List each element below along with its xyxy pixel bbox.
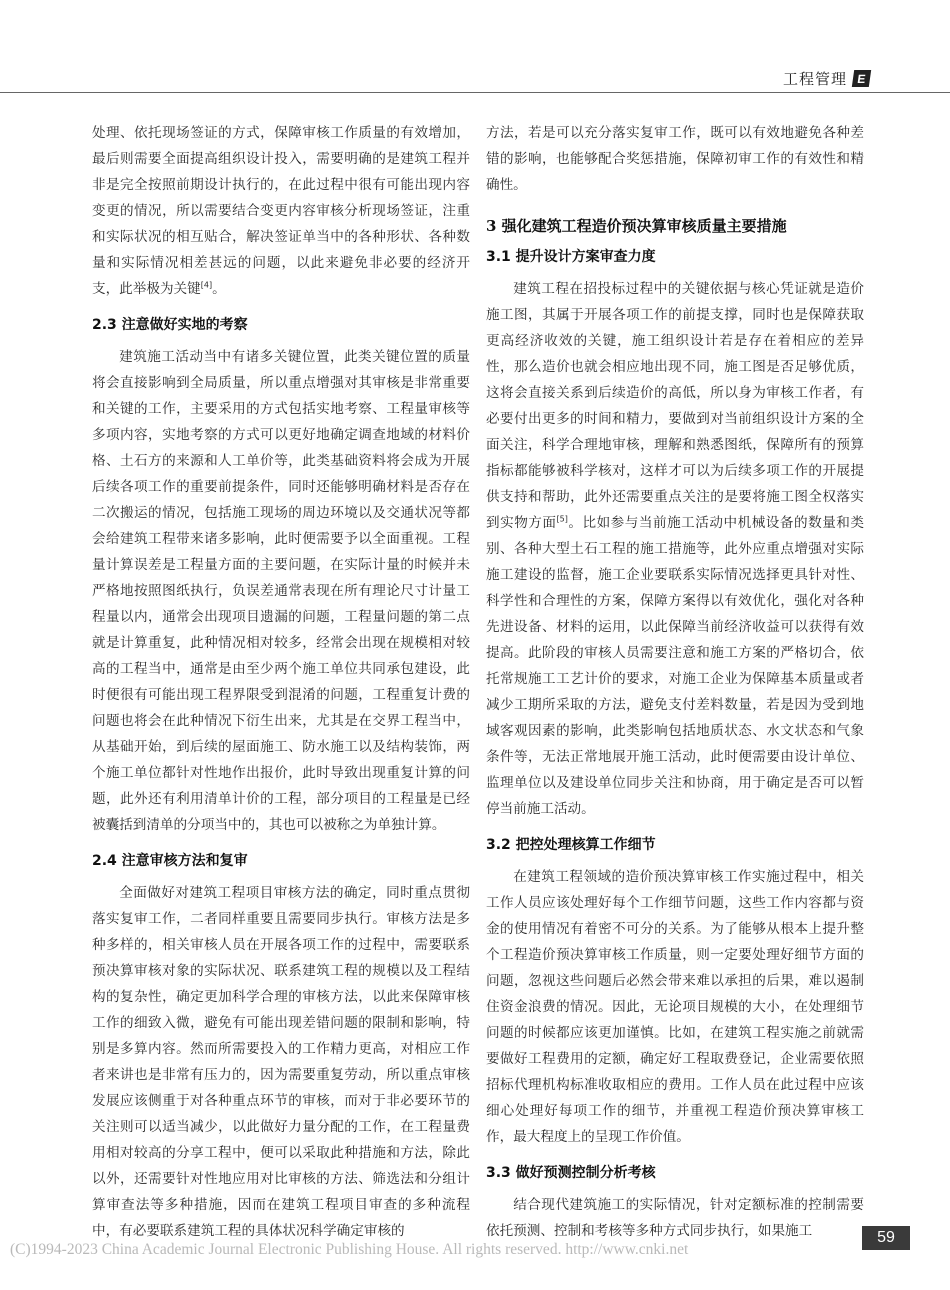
paragraph: 建筑工程在招投标过程中的关键依据与核心凭证就是造价施工图，其属于开展各项工作的前提支撑，同时也是保障获取更高经济收效的关键，施工组织设计若是存在着相应的差异性，那么造价也就会相应地出现不同，施工图是否足够优质，这将会直接关系到后续造价的高低，所以身为审核工作者，有必要付出更多的时间和精力，要做到对当前组织设计方案的全面关注，科学合理地审核，理解和熟悉图纸，保障所有的预算指标都能够被科学核对，这样才可以为后续多项工作的开展提供支持和帮助，此外还需要重点关注的是要将施工图全权落实到实物方面[5]。比如参与当前施工活动中机械设备的数量和类别、各种大型土石工程的施工措施等，此外应重点增强对实际施工建设的监督，施工企业要联系实际情况选择更具针对性、科学性和合理性的方案，保障方案得以有效优化，强化对各种先进设备、材料的运用，以此保障当前经济收益可以获得有效提高。此阶段的审核人员需要注意和施工方案的严格切合，依托常规施工工艺计价的要求，对施工企业为保障基本质量或者减少工期所采取的方法，避免支付差料数量，若是因为受到地域客观因素的影响，此类影响包括地质状态、水文状态和气象条件等，无法正常地展开施工活动，此时便需要由设计单位、监理单位以及建设单位同步关注和协商，用于确定是否可以暂停当前施工活动。 — [486, 281, 865, 817]
page-number: 59 — [862, 1226, 910, 1250]
journal-title: 工程管理 — [782, 69, 847, 88]
citation-ref[interactable]: [4] — [200, 280, 213, 290]
running-header — [783, 66, 870, 90]
header-rule — [0, 92, 950, 93]
section-heading-3: 3 强化建筑工程造价预决算审核质量主要措施 — [486, 217, 787, 235]
citation-ref[interactable]: [5] — [556, 514, 568, 524]
section-heading-3-2: 3.2 把控处理核算工作细节 — [486, 837, 656, 853]
copyright-watermark: (C)1994-2023 China Academic Journal Electronic Publishing House. All rights reserved. http://www.cnki.net — [10, 1241, 689, 1258]
section-heading-3-3: 3.3 做好预测控制分析考核 — [486, 1165, 656, 1181]
left-column — [92, 120, 470, 1244]
paragraph: 方法，若是可以充分落实复审工作，既可以有效地避免各种差错的影响，也能够配合奖惩措施，保障初审工作的有效性和精确性。 — [486, 125, 864, 193]
section-heading-2-3: 2.3 注意做好实地的考察 — [92, 317, 248, 333]
journal-logo-icon: E — [852, 70, 871, 87]
paragraph: 处理、依托现场签证的方式，保障审核工作质量的有效增加，最后则需要全面提高组织设计投入，需要明确的是建筑工程并非是完全按照前期设计执行的，在此过程中很有可能出现内容变更的情况，所以需要结合变更内容审核分析现场签证，注重和实际状况的相互贴合，解决签证单当中的各种形状、各种数量和实际情况相差甚远的问题，以此来避免非必要的经济开支，此举极为关键[4]。 — [92, 125, 470, 297]
paragraph: 建筑施工活动当中有诸多关键位置，此类关键位置的质量将会直接影响到全局质量，所以重点增强对其审核是非常重要和关键的工作，主要采用的方式包括实地考察、工程量审核等多项内容，实地考察的方式可以更好地确定调查地域的材料价格、土石方的来源和人工单价等，此类基础资料将会成为开展后续各项工作的重要前提条件，同时还能够明确材料是否存在二次搬运的情况，包括施工现场的周边环境以及交通状况等都会给建筑工程带来诸多影响，此时便需要予以全面重视。工程量计算误差是工程量方面的主要问题，在实际计量的时候并未严格地按照图纸执行，负误差通常表现在所有理论尺寸计量工程量以内，通常会出现项目遗漏的问题，工程量问题的第二点就是计算重复，此种情况相对较多，经常会出现在规模相对较高的工程当中，通常是由至少两个施工单位共同承包建设，此时便很有可能出现工程界限受到混淆的问题，工程重复计费的问题也将会在此种情况下衍生出来，尤其是在交界工程当中，从基础开始，到后续的屋面施工、防水施工以及结构装饰，两个施工单位都针对性地作出报价，此时导致出现重复计算的问题，此外还有利用清单计价的工程，部分项目的工程量是已经被囊括到清单的分项当中的，其也可以被称之为单独计算。 — [92, 349, 470, 833]
paragraph: 全面做好对建筑工程项目审核方法的确定，同时重点贯彻落实复审工作，二者同样重要且需要同步执行。审核方法是多种多样的，相关审核人员在开展各项工作的过程中，需要联系预决算审核对象的实际状况、联系建筑工程的规模以及工程结构的复杂性，确定更加科学合理的审核方法，以此来保障审核工作的细致入微，避免有可能出现差错问题的限制和影响，特别是多算内容。然而所需要投入的工作精力更高，对相应工作者来讲也是非常有压力的，因为需要重复劳动，所以重点审核发展应该侧重于对各种重点环节的审核，而对于非必要环节的关注则可以适当减少，以此做好力量分配的工作，在工程量费用相对较高的分享工程中，便可以采取此种措施和方法，除此以外，还需要针对性地应用对比审核的方法、筛选法和分组计算审查法等多种措施，因而在建筑工程项目审查的多种流程中，有必要联系建筑工程的具体状况科学确定审核的 — [92, 885, 470, 1239]
paragraph: 在建筑工程领域的造价预决算审核工作实施过程中，相关工作人员应该处理好每个工作细节问题，这些工作内容都与资金的使用情况有着密不可分的关系。为了能够从根本上提升整个工程造价预决算审核工作质量，则一定要处理好细节方面的问题，忽视这些问题后必然会带来难以承担的后果，难以遏制住资金浪费的情况。因此，无论项目规模的大小，在处理细节问题的时候都应该更加谨慎。比如，在建筑工程实施之前就需要做好工程费用的定额，确定好工程取费登记，企业需要依照招标代理机构标准收取相应的费用。工作人员在此过程中应该细心处理好每项工作的细节，并重视工程造价预决算审核工作，最大程度上的呈现工作价值。 — [486, 869, 864, 1145]
right-column — [486, 120, 864, 1244]
section-heading-3-1: 3.1 提升设计方案审查力度 — [486, 249, 656, 265]
section-heading-2-4: 2.4 注意审核方法和复审 — [92, 853, 248, 869]
paragraph: 结合现代建筑施工的实际情况，针对定额标准的控制需要依托预测、控制和考核等多种方式同步执行，如果施工 — [486, 1197, 864, 1239]
